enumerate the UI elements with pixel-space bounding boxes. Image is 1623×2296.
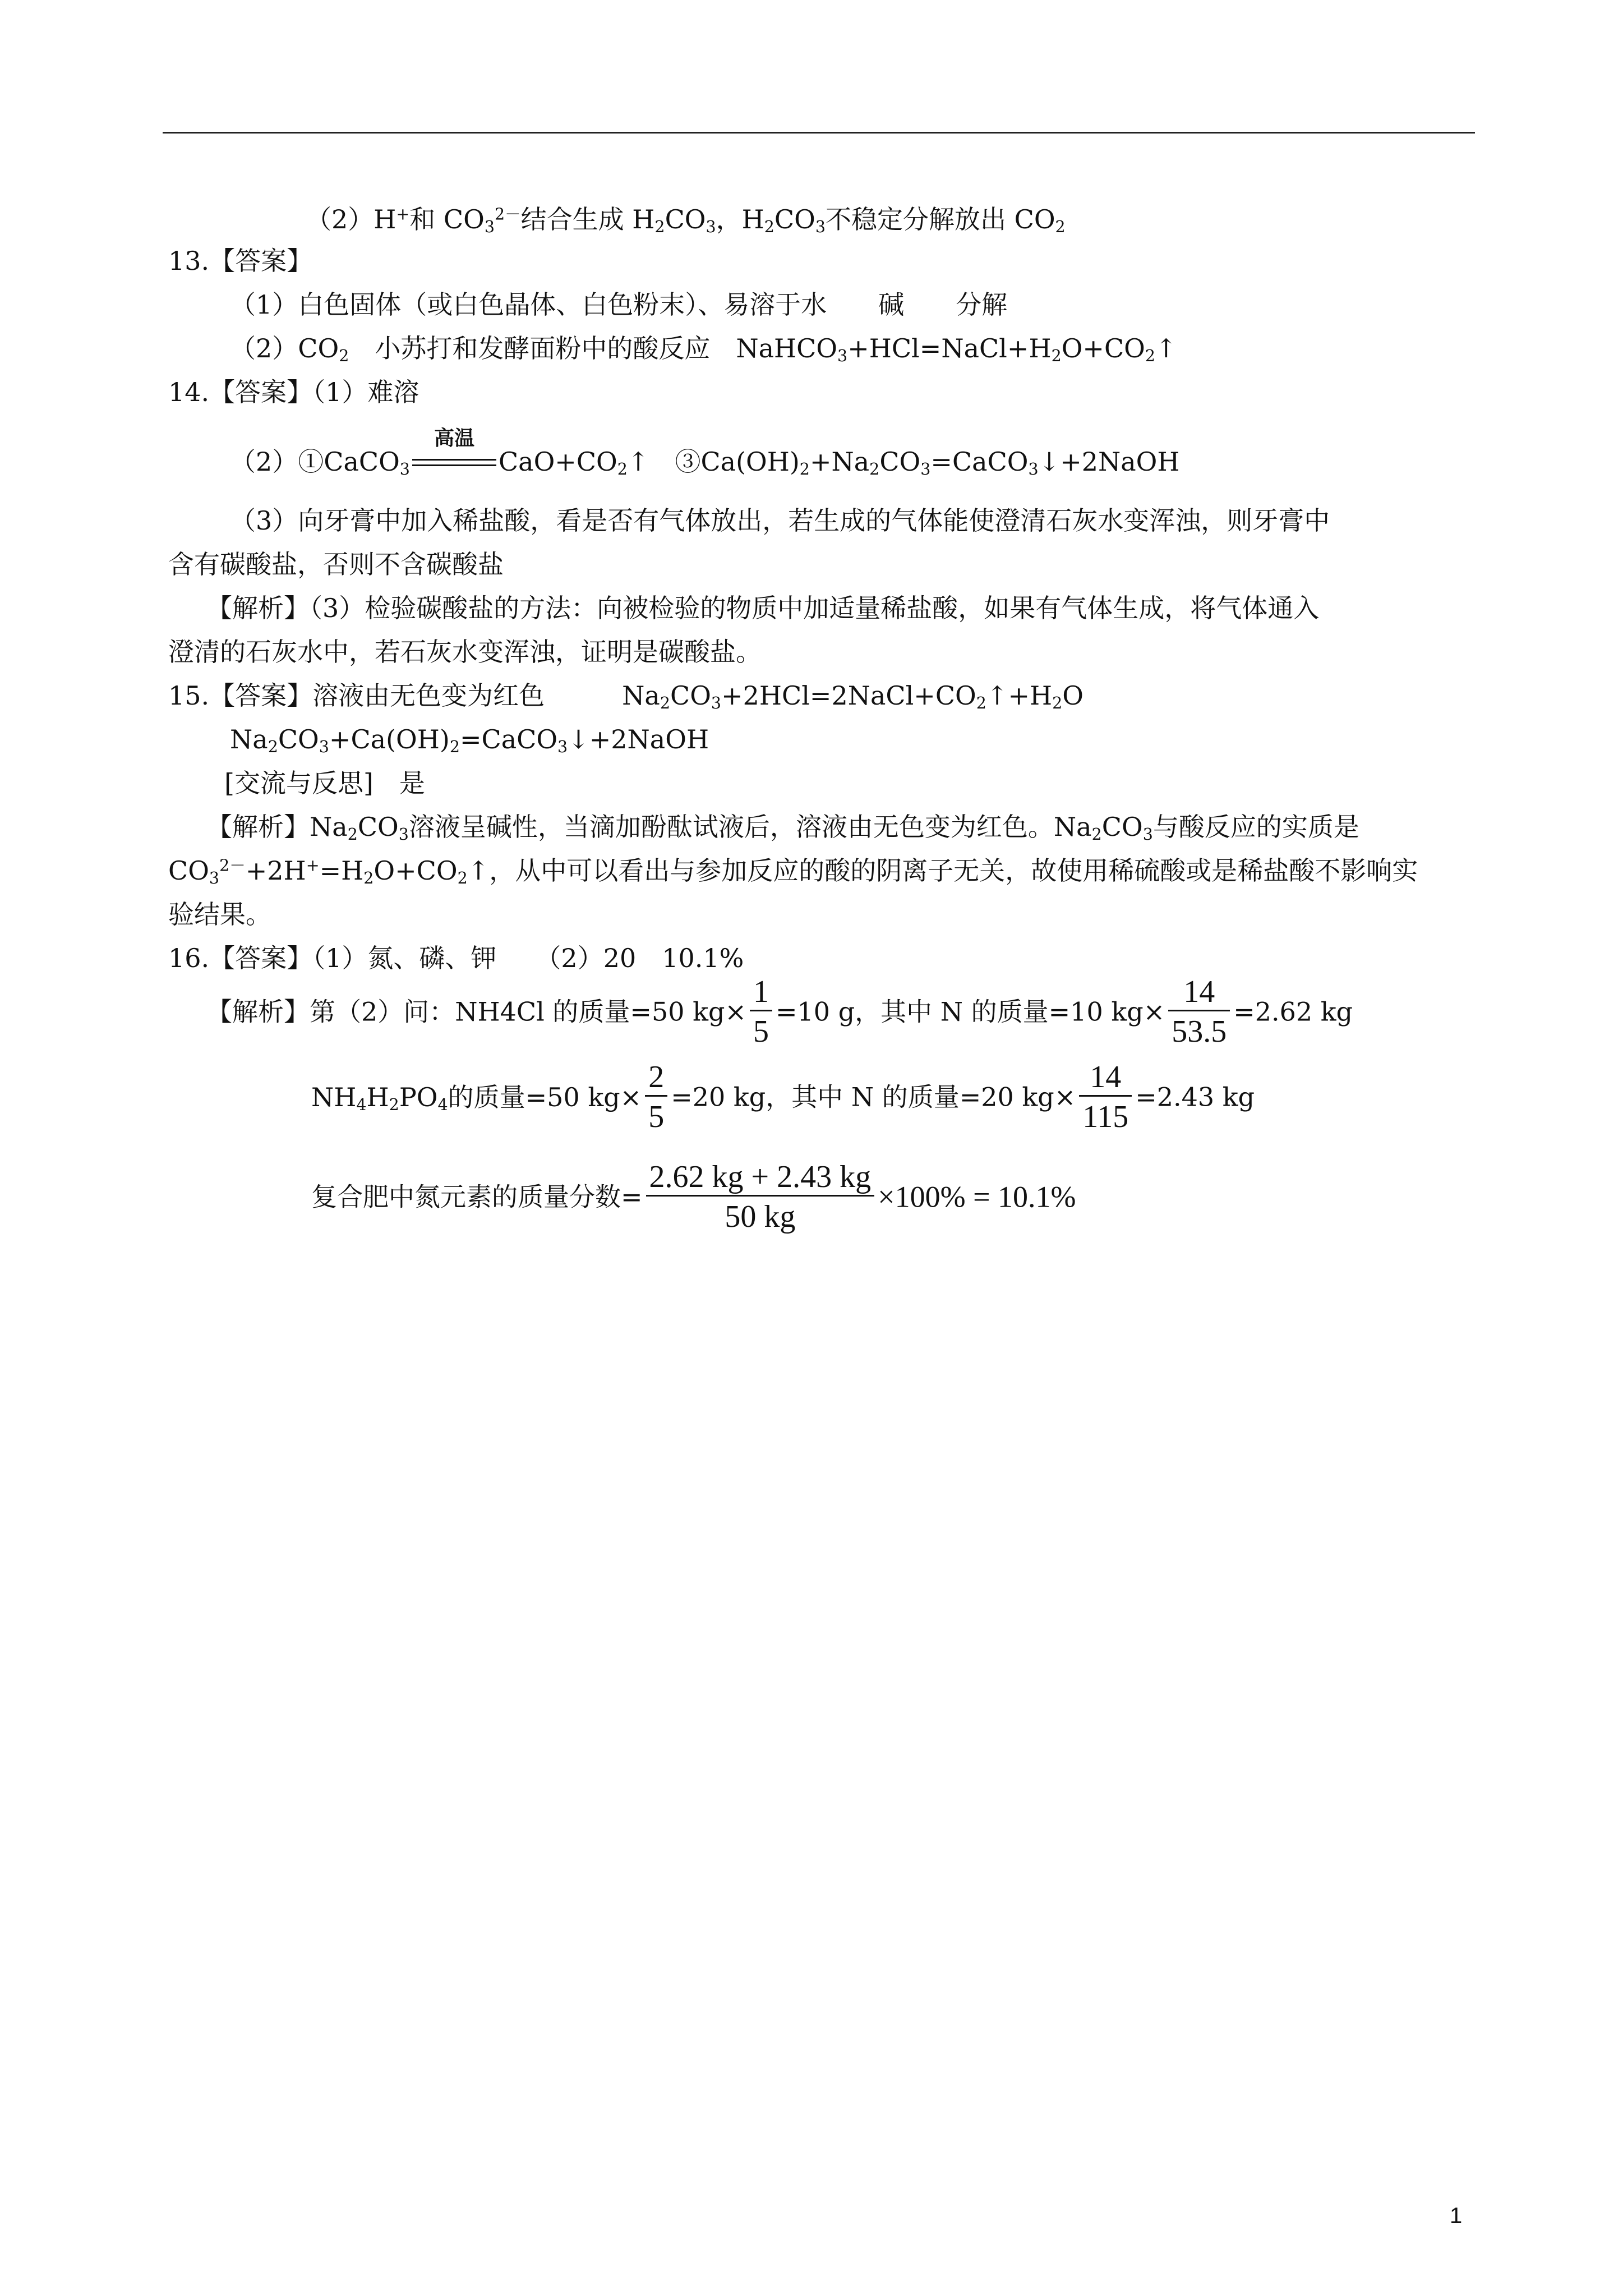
answer-14-part3-line1: （3）向牙膏中加入稀盐酸，看是否有气体放出，若生成的气体能使澄清石灰水变浑浊，则牙膏中 — [230, 505, 1330, 536]
question-13-heading: 13.【答案】 — [168, 246, 313, 276]
fraction-mass-percent: $\frac{2.62 kg + 2.43 kg}{50 kg}$ — [646, 1161, 875, 1232]
answer-13-part2: $(2)CO_2$ 小苏打和发酵面粉中的酸反应 $NaHCO_3+HCl=NaCl+H_2O+CO_2↑$ — [230, 333, 1177, 366]
analysis-16-line1: 【解析】第（2）问：NH4Cl 的质量=50 kg× $\frac{1}{5}$ =10 g，其中 N 的质量=10 kg× $\frac{14}{53.5}$ =2.62 kg — [206, 974, 1353, 1049]
answer-15-equation: $Na_2CO_3+Ca(OH)_2=CaCO_3↓+2NaOH$ — [230, 724, 709, 757]
answer-14-part3-line2: 含有碳酸盐，否则不含碳酸盐 — [168, 549, 504, 579]
fraction-14-115: $\frac{14}{115}$ — [1079, 1061, 1132, 1133]
reaction-condition: 高温 — [412, 455, 496, 472]
analysis-15-line3: 验结果。 — [168, 899, 271, 930]
page-number: 1 — [1450, 2203, 1463, 2228]
answer-15-reflection: [交流与反思] 是 — [224, 768, 425, 798]
question-14-heading: 14.【答案】（1）难溶 — [168, 377, 419, 407]
answer-13-part1: （1）白色固体（或白色晶体、白色粉末）、易溶于水 碱 分解 — [230, 289, 1008, 320]
header-rule — [163, 132, 1475, 134]
analysis-14-line1: 【解析】（3）检验碳酸盐的方法：向被检验的物质中加适量稀盐酸，如果有气体生成，将气体通入 — [206, 593, 1320, 623]
analysis-15-line2: $CO_3^{2-}+2H^+=H_2O+CO_2↑$，从中可以看出与参加反应的酸的阴离子无关，故使用稀硫酸或是稀盐酸不影响实 — [168, 855, 1418, 888]
answer-14-part2: （2）①CaCO$_3$ 高温 $CaO+CO_2↑$ $③Ca(OH)_2+Na_2CO_3=CaCO_3↓+2NaOH$ — [230, 427, 1180, 479]
fraction-2-5: $\frac{2}{5}$ — [645, 1061, 667, 1133]
analysis-16-line3: 复合肥中氮元素的质量分数= $\frac{2.62 kg + 2.43 kg}{50 kg}$ ×100% = 10.1% — [311, 1159, 1076, 1234]
answer-16: 16.【答案】（1）氮、磷、钾 （2）20 10.1% — [168, 943, 744, 973]
answer-15: 15.【答案】溶液由无色变为红色 $Na_2CO_3+2HCl=2NaCl+CO_2↑+H_2O$ — [168, 680, 1084, 713]
answer-12-part2: （2）H+和 $CO_3^{2-}$结合生成 $H_2CO_3$，$H_2CO_3$不稳定分解放出 $CO_2$ — [306, 204, 1066, 237]
fraction-14-53-5: $\frac{14}{53.5}$ — [1168, 976, 1230, 1047]
analysis-15-line1: 【解析】$Na_2CO_3$溶液呈碱性，当滴加酚酞试液后，溶液由无色变为红色。$Na_2CO_3$与酸反应的实质是 — [206, 812, 1359, 844]
fraction-1-5: $\frac{1}{5}$ — [750, 976, 772, 1047]
analysis-16-line2: $NH_4H_2PO_4$的质量=50 kg× $\frac{2}{5}$ =20 kg，其中 N 的质量=20 kg× $\frac{14}{115}$ =2.43 kg — [311, 1060, 1255, 1134]
analysis-14-line2: 澄清的石灰水中，若石灰水变浑浊，证明是碳酸盐。 — [168, 637, 762, 667]
